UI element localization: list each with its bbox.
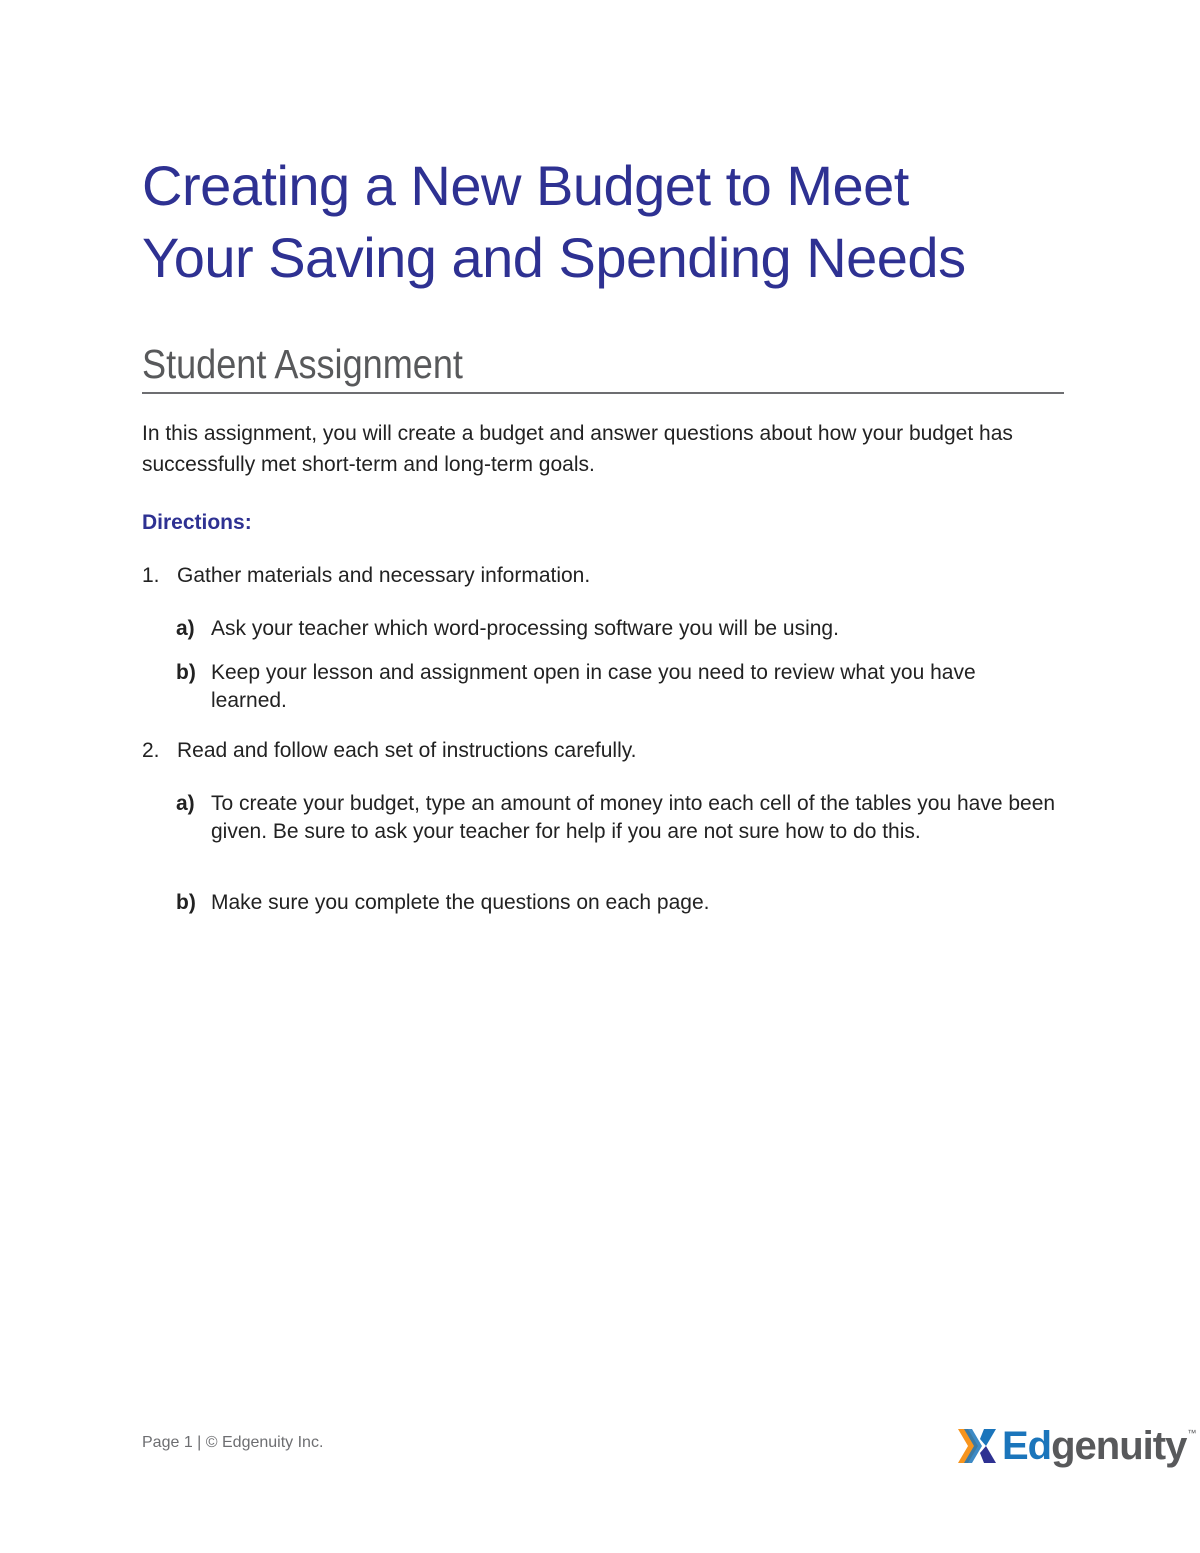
step-number: 1. xyxy=(142,564,160,587)
subitem-letter: b) xyxy=(176,891,196,914)
subitem-letter: b) xyxy=(176,661,196,684)
directions-heading: Directions: xyxy=(142,511,252,534)
trademark-symbol: ™ xyxy=(1187,1428,1197,1438)
subitem-letter: a) xyxy=(176,617,195,640)
step-1-subitem-a xyxy=(176,615,1056,643)
logo-wordmark xyxy=(1002,1423,1186,1469)
subitem-letter: a) xyxy=(176,792,195,815)
page-title xyxy=(142,150,1122,294)
intro-paragraph: In this assignment, you will create a budget and answer questions about how your budget has successfully met short-term and long-term goals. xyxy=(142,422,1013,476)
step-text: Gather materials and necessary information. xyxy=(177,564,591,587)
subitem-text: To create your budget, type an amount of money into each cell of the tables you have been given. Be sure to ask your teacher for help if you are not sure how to do this. xyxy=(211,792,1056,843)
subitem-text: Keep your lesson and assignment open in case you need to review what you have learned. xyxy=(211,661,976,712)
step-2 xyxy=(142,737,1062,765)
subitem-text: Ask your teacher which word-processing software you will be using. xyxy=(211,617,839,640)
title-line-2: Your Saving and Spending Needs xyxy=(142,226,966,289)
title-line-1: Creating a New Budget to Meet xyxy=(142,154,909,217)
step-number: 2. xyxy=(142,739,160,762)
edgenuity-logo xyxy=(954,1420,1196,1472)
edgenuity-x-icon xyxy=(954,1423,1000,1469)
step-1 xyxy=(142,562,1062,590)
step-text: Read and follow each set of instructions carefully. xyxy=(177,739,637,762)
logo-text-part2: genuity xyxy=(1051,1424,1187,1468)
section-subtitle: Student Assignment xyxy=(142,341,463,387)
subtitle-divider xyxy=(142,392,1064,394)
logo-text-part1: Ed xyxy=(1002,1424,1052,1468)
step-2-subitem-a xyxy=(176,790,1056,846)
step-2-subitem-b xyxy=(176,889,1056,917)
step-1-subitem-b xyxy=(176,659,1056,715)
subitem-text: Make sure you complete the questions on each page. xyxy=(211,891,710,914)
page-footer: Page 1 | © Edgenuity Inc. xyxy=(142,1434,324,1451)
